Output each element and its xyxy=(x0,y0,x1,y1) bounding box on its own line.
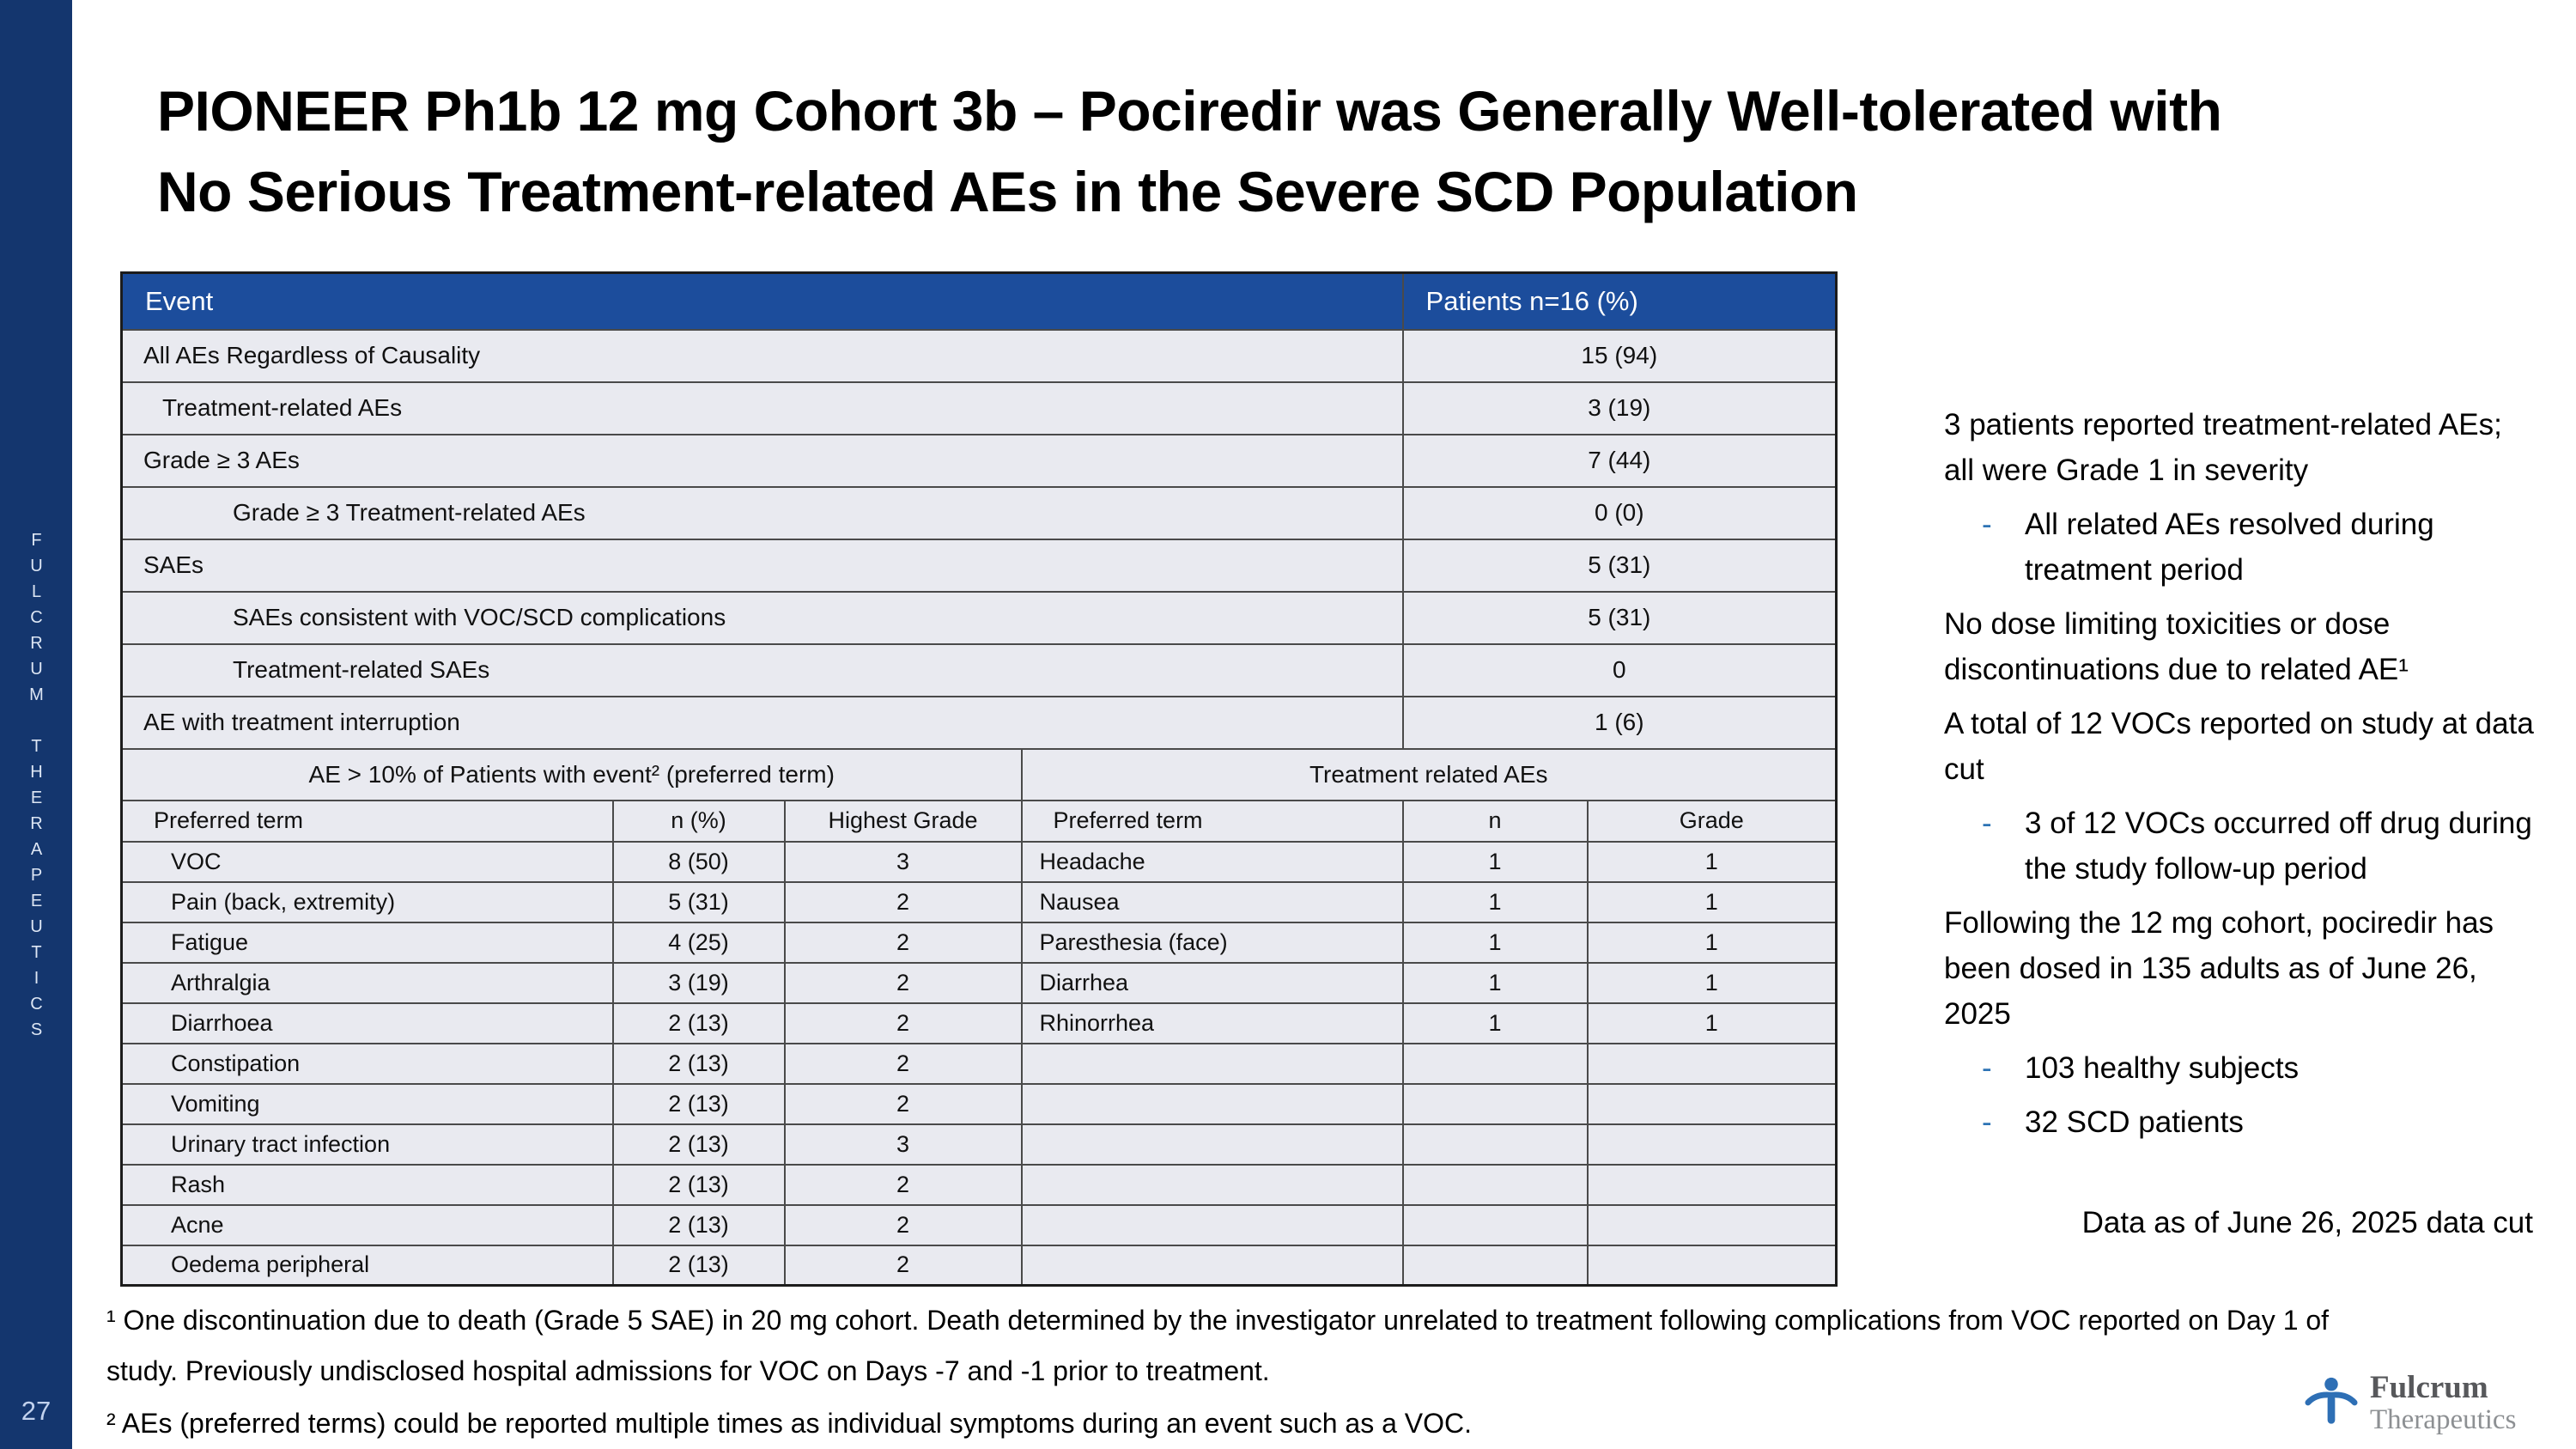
event-label: Grade ≥ 3 Treatment-related AEs xyxy=(122,487,1403,539)
summary-rows xyxy=(122,330,1837,749)
table-row xyxy=(122,644,1837,697)
fulcrum-logo xyxy=(2305,1371,2516,1436)
event-label: SAEs consistent with VOC/SCD complications xyxy=(122,592,1403,644)
sub-bullet-item xyxy=(1982,1045,2538,1091)
sub-column-header: n xyxy=(1403,801,1588,842)
related-ae-cell xyxy=(1588,1124,1837,1165)
patients-value: 7 (44) xyxy=(1403,435,1837,487)
ae-cell: 2 xyxy=(785,922,1022,963)
sub-bullet-dash-icon: - xyxy=(1982,1105,1992,1139)
table-header-row xyxy=(122,273,1837,330)
sidebar xyxy=(0,0,72,1449)
detail-rows xyxy=(122,842,1837,1286)
related-ae-cell xyxy=(1588,1044,1837,1084)
column-header-event: Event xyxy=(122,273,1403,330)
related-ae-cell: 1 xyxy=(1403,882,1588,922)
footnote-2: ² AEs (preferred terms) could be reported multiple times as individual symptoms during an event such as a VOC. xyxy=(106,1408,1473,1439)
related-ae-cell: 1 xyxy=(1588,1003,1837,1044)
ae-cell: Pain (back, extremity) xyxy=(122,882,613,922)
adverse-events-table xyxy=(120,271,1838,1287)
bullet-item xyxy=(1886,701,2538,792)
group-header-row xyxy=(122,749,1837,801)
ae-cell: Acne xyxy=(122,1205,613,1245)
group-header-right: Treatment related AEs xyxy=(1022,749,1837,801)
related-ae-cell xyxy=(1588,1084,1837,1124)
bullet-text: A total of 12 VOCs reported on study at data cut xyxy=(1944,707,2534,786)
table-row xyxy=(122,330,1837,382)
related-ae-cell xyxy=(1588,1165,1837,1205)
ae-cell: 2 xyxy=(785,1205,1022,1245)
table-row xyxy=(122,882,1837,922)
group-header-left: AE > 10% of Patients with event² (preferred term) xyxy=(122,749,1022,801)
patients-value: 1 (6) xyxy=(1403,697,1837,749)
sub-bullet-text: 3 of 12 VOCs occurred off drug during the study follow-up period xyxy=(2025,807,2532,886)
key-points-panel xyxy=(1886,402,2538,1154)
table-row xyxy=(122,592,1837,644)
ae-cell: Urinary tract infection xyxy=(122,1124,613,1165)
related-ae-cell: 1 xyxy=(1403,842,1588,882)
table-row xyxy=(122,1165,1837,1205)
bullet-item xyxy=(1886,900,2538,1037)
slide-title xyxy=(157,70,2221,232)
related-ae-cell xyxy=(1403,1124,1588,1165)
patients-value: 3 (19) xyxy=(1403,382,1837,435)
sidebar-brand-text: FULCRUM THERAPEUTICS xyxy=(27,531,46,1046)
group-header-section xyxy=(122,749,1837,842)
sub-column-header: Preferred term xyxy=(122,801,613,842)
event-label: AE with treatment interruption xyxy=(122,697,1403,749)
related-ae-cell: 1 xyxy=(1588,842,1837,882)
ae-cell: 2 (13) xyxy=(613,1205,785,1245)
related-ae-cell xyxy=(1022,1084,1403,1124)
sub-bullet-item xyxy=(1982,801,2538,892)
page-number: 27 xyxy=(21,1396,52,1426)
sub-column-header: Highest Grade xyxy=(785,801,1022,842)
related-ae-cell xyxy=(1022,1124,1403,1165)
column-header-patients: Patients n=16 (%) xyxy=(1403,273,1837,330)
related-ae-cell: 1 xyxy=(1403,1003,1588,1044)
event-label: Treatment-related SAEs xyxy=(122,644,1403,697)
related-ae-cell: 1 xyxy=(1588,922,1837,963)
ae-cell: Vomiting xyxy=(122,1084,613,1124)
table-row xyxy=(122,382,1837,435)
bullet-item xyxy=(1886,402,2538,493)
title-line-1: PIONEER Ph1b 12 mg Cohort 3b – Pociredir was Generally Well-tolerated with xyxy=(157,79,2222,143)
bullet-item xyxy=(1886,601,2538,692)
related-ae-cell xyxy=(1403,1205,1588,1245)
table-row xyxy=(122,1044,1837,1084)
event-label: Treatment-related AEs xyxy=(122,382,1403,435)
ae-cell: Diarrhoea xyxy=(122,1003,613,1044)
patients-value: 0 (0) xyxy=(1403,487,1837,539)
bullet-text: Following the 12 mg cohort, pociredir has been dosed in 135 adults as of June 26, 2025 xyxy=(1944,906,2494,1031)
bullet-square-icon xyxy=(1886,402,1944,493)
related-ae-cell xyxy=(1403,1044,1588,1084)
bullet-square-icon xyxy=(1886,601,1944,692)
related-ae-cell: Nausea xyxy=(1022,882,1403,922)
related-ae-cell xyxy=(1403,1084,1588,1124)
table-row xyxy=(122,697,1837,749)
ae-cell: 2 xyxy=(785,1245,1022,1286)
ae-cell: 3 (19) xyxy=(613,963,785,1003)
sub-bullet-dash-icon: - xyxy=(1982,508,1992,541)
ae-cell: Rash xyxy=(122,1165,613,1205)
ae-cell: 2 (13) xyxy=(613,1124,785,1165)
ae-cell: Oedema peripheral xyxy=(122,1245,613,1286)
ae-cell: 2 (13) xyxy=(613,1084,785,1124)
sub-column-header: n (%) xyxy=(613,801,785,842)
sub-bullet-text: 103 healthy subjects xyxy=(2025,1051,2300,1085)
patients-value: 5 (31) xyxy=(1403,592,1837,644)
related-ae-cell xyxy=(1022,1245,1403,1286)
ae-cell: 2 (13) xyxy=(613,1245,785,1286)
event-label: SAEs xyxy=(122,539,1403,592)
table-row xyxy=(122,1205,1837,1245)
fulcrum-person-icon xyxy=(2305,1376,2358,1430)
footnote-1: ¹ One discontinuation due to death (Grade 5 SAE) in 20 mg cohort. Death determined by the investigator unrelated to treatment following complications from VOC reported on Day 1 of study. Previously undisclosed hospital admissions for VOC on Days -7 and -1 prior to treatment. xyxy=(106,1305,2330,1386)
ae-cell: 8 (50) xyxy=(613,842,785,882)
ae-cell: VOC xyxy=(122,842,613,882)
sub-bullet-item xyxy=(1982,1099,2538,1145)
data-cut-note: Data as of June 26, 2025 data cut xyxy=(2081,1206,2533,1239)
related-ae-cell xyxy=(1403,1245,1588,1286)
bullet-text: 3 patients reported treatment-related AEs; all were Grade 1 in severity xyxy=(1944,408,2502,487)
patients-value: 15 (94) xyxy=(1403,330,1837,382)
sub-bullet-dash-icon: - xyxy=(1982,807,1992,840)
bullet-square-icon xyxy=(1886,900,1944,1037)
ae-cell: 3 xyxy=(785,842,1022,882)
ae-cell: 2 xyxy=(785,1044,1022,1084)
related-ae-cell xyxy=(1022,1044,1403,1084)
ae-cell: 2 xyxy=(785,1084,1022,1124)
table-row xyxy=(122,1124,1837,1165)
logo-text xyxy=(2370,1371,2516,1436)
related-ae-cell: Paresthesia (face) xyxy=(1022,922,1403,963)
related-ae-cell: 1 xyxy=(1588,882,1837,922)
related-ae-cell: Diarrhea xyxy=(1022,963,1403,1003)
table-row xyxy=(122,539,1837,592)
related-ae-cell xyxy=(1588,1205,1837,1245)
ae-cell: 2 xyxy=(785,1165,1022,1205)
sub-bullet-item xyxy=(1982,502,2538,593)
event-label: All AEs Regardless of Causality xyxy=(122,330,1403,382)
related-ae-cell xyxy=(1588,1245,1837,1286)
related-ae-cell: 1 xyxy=(1588,963,1837,1003)
table-row xyxy=(122,435,1837,487)
footnotes xyxy=(106,1295,2373,1449)
ae-cell: 2 (13) xyxy=(613,1165,785,1205)
table-row xyxy=(122,842,1837,882)
bullet-square-icon xyxy=(1886,701,1944,792)
event-label: Grade ≥ 3 AEs xyxy=(122,435,1403,487)
ae-cell: Arthralgia xyxy=(122,963,613,1003)
patients-value: 5 (31) xyxy=(1403,539,1837,592)
ae-cell: 2 xyxy=(785,882,1022,922)
table-row xyxy=(122,1245,1837,1286)
logo-subtitle: Therapeutics xyxy=(2370,1403,2517,1435)
bullet-text: No dose limiting toxicities or dose discontinuations due to related AE¹ xyxy=(1944,607,2409,686)
ae-cell: Constipation xyxy=(122,1044,613,1084)
related-ae-cell xyxy=(1403,1165,1588,1205)
table-row xyxy=(122,1003,1837,1044)
related-ae-cell: Headache xyxy=(1022,842,1403,882)
sub-column-header: Preferred term xyxy=(1022,801,1403,842)
ae-cell: 2 xyxy=(785,1003,1022,1044)
ae-cell: 3 xyxy=(785,1124,1022,1165)
table-row xyxy=(122,922,1837,963)
related-ae-cell: 1 xyxy=(1403,922,1588,963)
table-row xyxy=(122,1084,1837,1124)
ae-cell: 5 (31) xyxy=(613,882,785,922)
ae-cell: 2 (13) xyxy=(613,1044,785,1084)
sub-bullet-dash-icon: - xyxy=(1982,1051,1992,1085)
ae-cell: 2 (13) xyxy=(613,1003,785,1044)
related-ae-cell xyxy=(1022,1165,1403,1205)
title-line-2: No Serious Treatment-related AEs in the Severe SCD Population xyxy=(157,160,1858,223)
table-row xyxy=(122,487,1837,539)
ae-cell: 4 (25) xyxy=(613,922,785,963)
sub-column-header-row xyxy=(122,801,1837,842)
sub-bullet-text: All related AEs resolved during treatment period xyxy=(2025,508,2434,587)
table-row xyxy=(122,963,1837,1003)
ae-cell: Fatigue xyxy=(122,922,613,963)
related-ae-cell: Rhinorrhea xyxy=(1022,1003,1403,1044)
related-ae-cell: 1 xyxy=(1403,963,1588,1003)
ae-cell: 2 xyxy=(785,963,1022,1003)
logo-name: Fulcrum xyxy=(2370,1370,2488,1405)
related-ae-cell xyxy=(1022,1205,1403,1245)
patients-value: 0 xyxy=(1403,644,1837,697)
sub-bullet-text: 32 SCD patients xyxy=(2025,1105,2244,1139)
sub-column-header: Grade xyxy=(1588,801,1837,842)
